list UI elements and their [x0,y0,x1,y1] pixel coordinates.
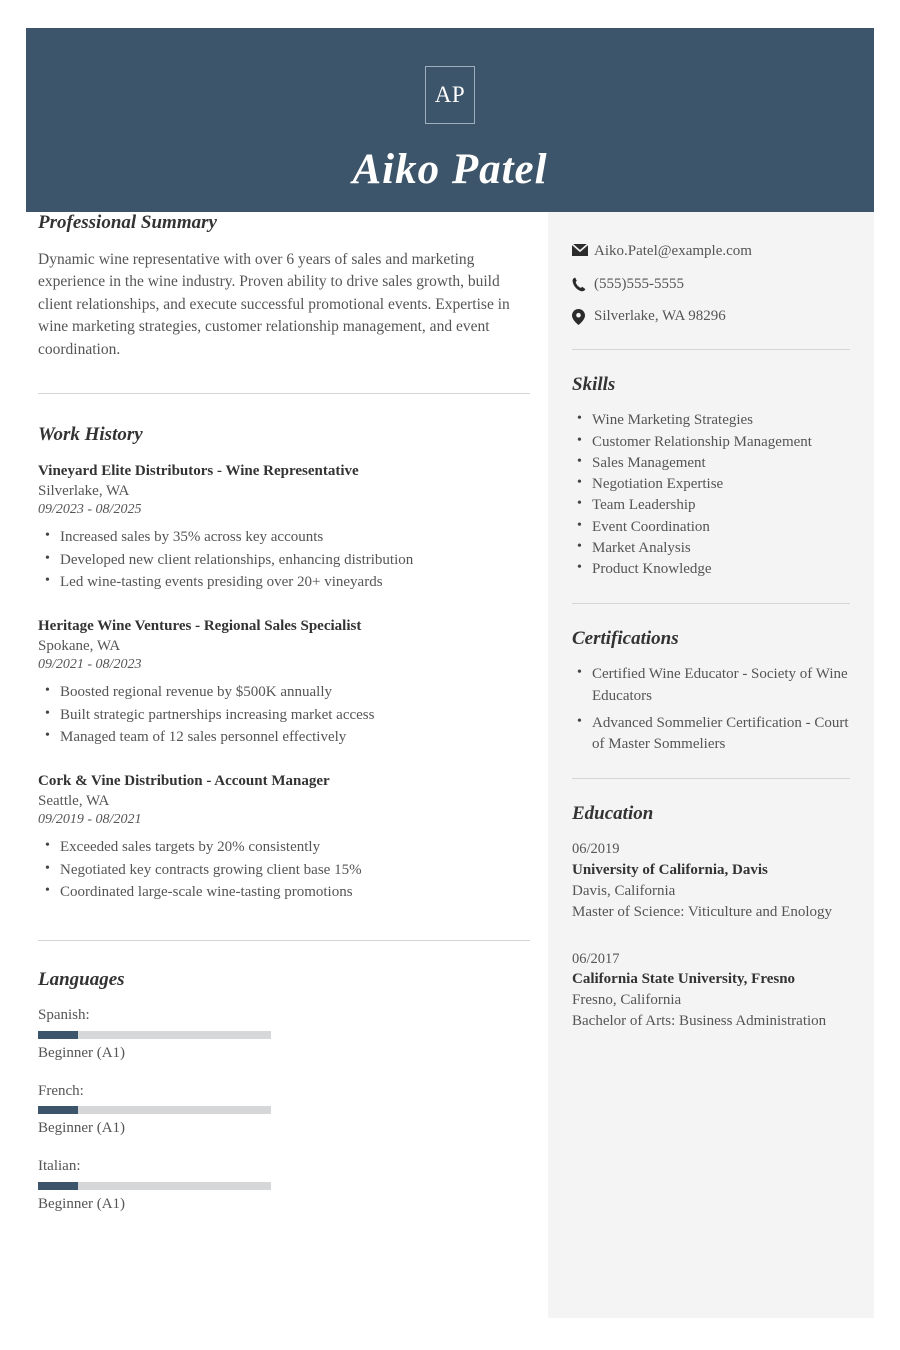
contact-row-location [572,307,850,327]
summary-title: Professional Summary [38,212,217,233]
work-history-section [38,424,530,903]
language-progress-track [38,1182,271,1190]
summary-text: Dynamic wine representative with over 6 years of sales and marketing experience in the wine industry. Proven ability to drive sales growth, build client relationships, and execute successful promotional events. Expertise in wine marketing strategies, customer relationship management, and event coordination. [38,250,510,358]
languages-title: Languages [38,968,125,990]
list-item: • Exceeded sales targets by 20% consistently [60,836,530,859]
email-icon [572,242,594,256]
education-entry [572,949,850,1032]
education-date: 06/2017 [572,950,620,967]
education-entry [572,839,850,922]
spacer [38,394,530,424]
education-section [572,803,850,1032]
list-item: • Built strategic partnerships increasing market access [60,704,530,727]
education-title: Education [572,802,654,824]
candidate-name: Aiko Patel [352,146,548,193]
skills-list [572,410,850,580]
certifications-title: Certifications [572,627,679,649]
list-item: • Product Knowledge [592,559,850,580]
job-entry [38,771,530,904]
job-entry [38,461,530,594]
sidebar-divider-3 [572,778,850,779]
list-item: • Boosted regional revenue by $500K annually [60,681,530,704]
sidebar-divider-1 [572,349,850,350]
language-level: Beginner (A1) [38,1195,126,1212]
job-bullets [38,836,530,904]
work-history-title: Work History [38,424,143,446]
certifications-list [572,664,850,755]
skills-section [572,374,850,581]
spacer [38,361,530,393]
job-bullets [38,526,530,594]
summary-section [38,212,530,361]
job-entry [38,616,530,749]
sidebar-divider-2 [572,603,850,604]
list-item: • Managed team of 12 sales personnel effectively [60,726,530,749]
certifications-section [572,628,850,756]
spacer [38,926,530,940]
education-school: University of California, Davis [572,861,768,878]
education-school: California State University, Fresno [572,971,796,988]
list-item: • Event Coordination [592,517,850,538]
education-date: 06/2019 [572,841,620,858]
list-item: • Developed new client relationships, enhancing distribution [60,549,530,572]
job-bullets [38,681,530,749]
job-location: Spokane, WA [38,638,121,655]
list-item: • Coordinated large-scale wine-tasting promotions [60,881,530,904]
contact-row-phone [572,275,850,295]
education-location: Davis, California [572,882,676,899]
job-title: Vineyard Elite Distributors - Wine Representative [38,462,359,479]
contact-location: Silverlake, WA 98296 [594,308,726,324]
job-title: Cork & Vine Distribution - Account Manager [38,772,330,789]
location-pin-icon [572,307,594,325]
language-level: Beginner (A1) [38,1120,126,1137]
monogram-initials: AP [434,82,466,107]
job-dates: 09/2023 - 08/2025 [38,502,142,518]
list-item: • Certified Wine Educator - Society of Wine Educators [592,664,850,707]
list-item: • Led wine-tasting events presiding over 20+ vineyards [60,571,530,594]
language-item [38,1081,271,1139]
languages-section [38,969,530,1232]
language-progress-fill [38,1106,78,1114]
languages-grid [38,1005,530,1232]
list-item: • Negotiated key contracts growing client base 15% [60,859,530,882]
job-location: Silverlake, WA [38,483,130,500]
education-location: Fresno, California [572,992,682,1009]
language-name: French: [38,1082,84,1099]
spacer [38,941,530,969]
list-item: • Increased sales by 35% across key accounts [60,526,530,549]
list-item: • Advanced Sommelier Certification - Court of Master Sommeliers [592,713,850,756]
main-column [38,212,530,1232]
list-item: • Market Analysis [592,538,850,559]
language-item [38,1005,271,1063]
list-item: • Sales Management [592,453,850,474]
language-progress-track [38,1031,271,1039]
education-degree: Bachelor of Arts: Business Administration [572,1013,827,1030]
language-item [38,1156,271,1214]
list-item: • Negotiation Expertise [592,474,850,495]
contact-email[interactable]: Aiko.Patel@example.com [594,243,752,259]
language-name: Italian: [38,1158,81,1175]
job-dates: 09/2019 - 08/2021 [38,812,142,828]
job-title: Heritage Wine Ventures - Regional Sales Specialist [38,617,362,634]
job-location: Seattle, WA [38,792,110,809]
education-degree: Master of Science: Viticulture and Enology [572,903,833,920]
language-name: Spanish: [38,1007,90,1024]
list-item: • Customer Relationship Management [592,432,850,453]
monogram-badge [425,66,475,124]
list-item: • Team Leadership [592,495,850,516]
phone-icon [572,275,594,292]
job-dates: 09/2021 - 08/2023 [38,657,142,673]
skills-title: Skills [572,373,616,395]
contact-phone[interactable]: (555)555-5555 [594,275,684,292]
resume-header [26,28,874,212]
sidebar [548,212,874,1318]
language-progress-track [38,1106,271,1114]
contact-section [572,242,850,327]
language-level: Beginner (A1) [38,1044,126,1061]
language-progress-fill [38,1031,78,1039]
contact-row-email [572,242,850,262]
language-progress-fill [38,1182,78,1190]
list-item: • Wine Marketing Strategies [592,410,850,431]
